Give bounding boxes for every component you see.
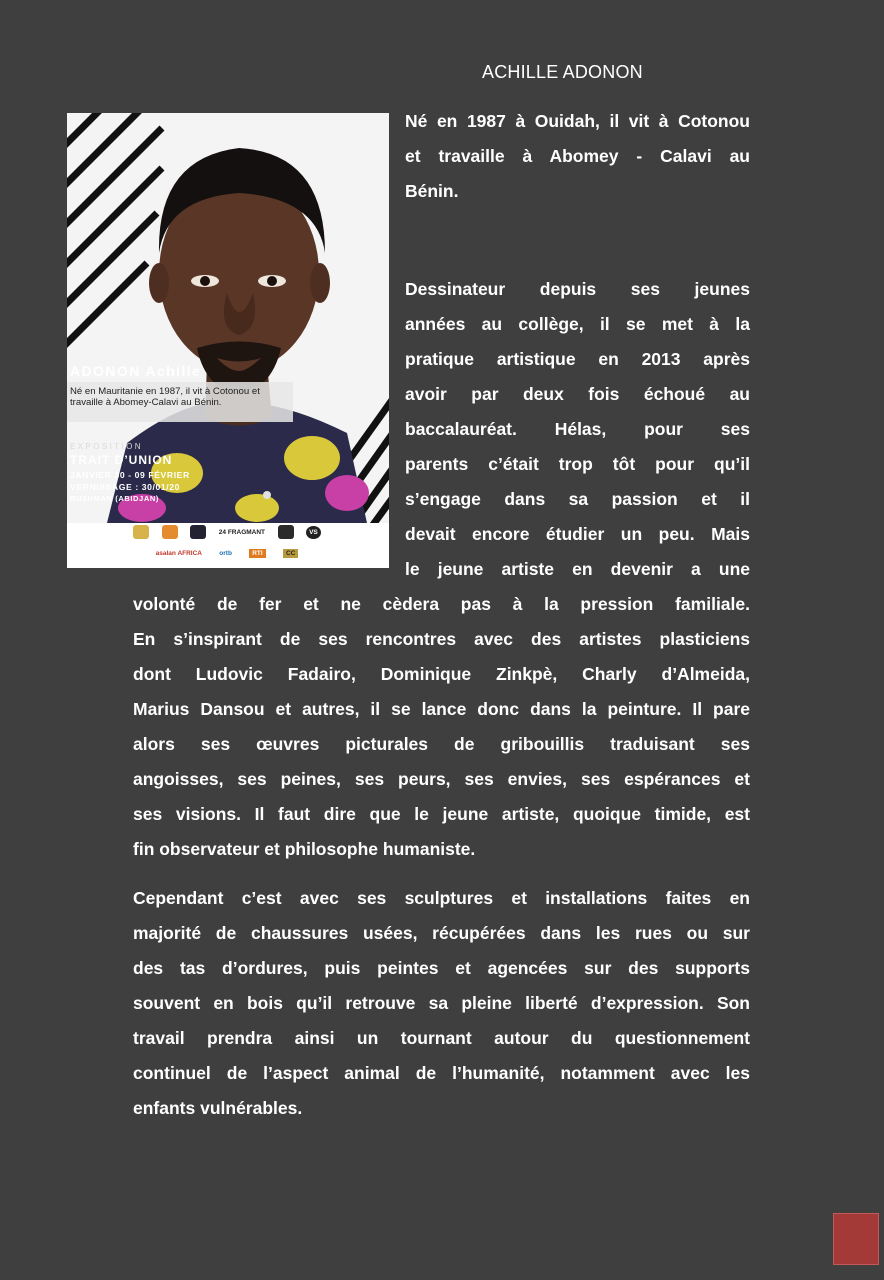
text-line: s’engage dans sa passion et il: [405, 489, 750, 509]
sponsor-logo: [133, 525, 149, 539]
paragraph-2-wide: [133, 587, 750, 867]
poster-name: ADONON Achille: [70, 363, 202, 379]
text-line: baccalauréat. Hélas, pour ses: [405, 419, 750, 439]
text-line: angoisses, ses peines, ses peurs, ses envies, ses espérances et: [133, 769, 750, 789]
poster-logos-row-2: [147, 549, 307, 558]
text-line: des tas d’ordures, puis peintes et agencées sur des supports: [133, 958, 750, 978]
text-line: Bénin.: [405, 181, 459, 201]
sponsor-logo: [162, 525, 178, 539]
text-line: continuel de l’aspect animal de l’humanité, notamment avec les: [133, 1063, 750, 1083]
sponsor-logo: ortb: [219, 550, 232, 557]
sponsor-logo: 24 FRAGMANT: [218, 528, 266, 536]
paragraph-3: [133, 881, 750, 1126]
sponsor-logo: RTI: [249, 549, 265, 558]
text-line: alors ses œuvres picturales de gribouillis traduisant ses: [133, 734, 750, 754]
text-line: fin observateur et philosophe humaniste.: [133, 839, 476, 859]
sponsor-logo: [278, 525, 294, 539]
text-line: Dessinateur depuis ses jeunes: [405, 279, 750, 299]
poster-venue: BUSHMAN (ABIDJAN): [70, 494, 159, 503]
text-line: ses visions. Il faut dire que le jeune artiste, quoique timide, est: [133, 804, 750, 824]
text-line: parents c’était trop tôt pour qu’il: [405, 454, 750, 474]
text-line: Cependant c’est avec ses sculptures et installations faites en: [133, 888, 750, 908]
intro-paragraph: [405, 104, 750, 209]
text-line: majorité de chaussures usées, récupérées dans les rues ou sur: [133, 923, 750, 943]
document-title: ACHILLE ADONON: [482, 62, 643, 82]
poster-dates: JANVIER 30 - 09 FÉVRIER: [70, 470, 190, 480]
text-line: En s’inspirant de ses rencontres avec des artistes plasticiens: [133, 629, 750, 649]
paragraph-2-narrow: [405, 272, 750, 587]
text-line: années au collège, il se met à la: [405, 314, 750, 334]
text-line: souvent en bois qu’il retrouve sa pleine liberté d’expression. Son: [133, 993, 750, 1013]
poster-logos-row-1: [127, 525, 327, 539]
text-line: Marius Dansou et autres, il se lance donc dans la peinture. Il pare: [133, 699, 750, 719]
sponsor-logo: CC: [283, 549, 298, 558]
text-line: dont Ludovic Fadairo, Dominique Zinkpè, Charly d’Almeida,: [133, 664, 750, 684]
poster-expo-title: TRAIT D’UNION: [70, 453, 173, 467]
text-line: et travaille à Abomey - Calavi au: [405, 146, 750, 166]
sponsor-logo: [190, 525, 206, 539]
poster-bio: Né en Mauritanie en 1987, il vit à Cotonou et travaille à Abomey-Calavi au Bénin.: [70, 386, 260, 408]
text-line: travail prendra ainsi un tournant autour du questionnement: [133, 1028, 750, 1048]
text-line: pratique artistique en 2013 après: [405, 349, 750, 369]
text-line: le jeune artiste en devenir a une: [405, 559, 750, 579]
text-line: Né en 1987 à Ouidah, il vit à Cotonou: [405, 111, 750, 131]
corner-decoration: [833, 1213, 879, 1265]
text-line: devait encore étudier un peu. Mais: [405, 524, 750, 544]
text-line: enfants vulnérables.: [133, 1098, 303, 1118]
poster-vernissage: VERNISSAGE : 30/01/20: [70, 482, 181, 492]
text-line: avoir par deux fois échoué au: [405, 384, 750, 404]
poster-expo-label: EXPOSITION: [70, 442, 143, 451]
text-line: volonté de fer et ne cèdera pas à la pression familiale.: [133, 594, 750, 614]
sponsor-logo: asalan AFRICA: [155, 550, 202, 557]
exhibition-poster: [67, 113, 389, 568]
sponsor-logo: VS: [306, 526, 321, 539]
